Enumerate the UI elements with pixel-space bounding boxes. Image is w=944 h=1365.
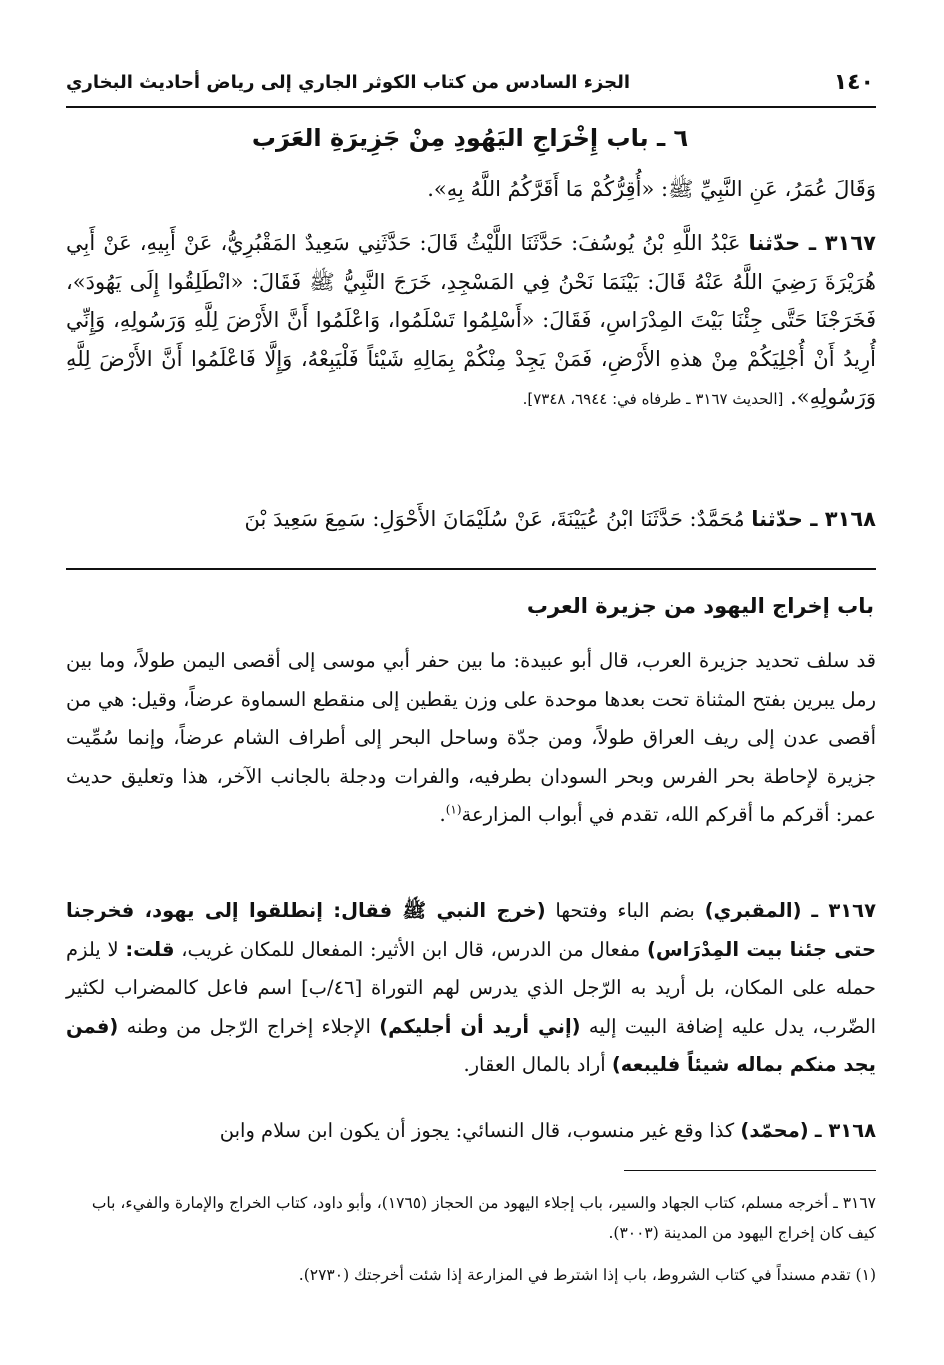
para2-text-3: لا يلزم حمله على المكان، بل أريد به الرّجل الذي يدرس لهم التوراة [٤٦/ب] اسم فاعل كالمضراب لكثير الضّرب، يدل عليه إضافة البيت إليه [66,937,876,1038]
footnote-1: ٣١٦٧ ـ أخرجه مسلم، كتاب الجهاد والسير، باب إجلاء اليهود من الحجاز (١٧٦٥)، وأبو داود، كتاب الخراج والإمارة والفيء، باب كيف كان إخراج اليهود من المدينة (٣٠٠٣). [91,1194,876,1242]
hadith-3167-text: عَبْدُ اللَّهِ بْنُ يُوسُفَ: حَدَّثَنَا اللَّيْثُ قَالَ: حَدَّثَنِي سَعِيدٌ المَقْبُرِيُّ، عَنْ أَبِيهِ، عَنْ أَبِي هُرَيْرَةَ رَضِيَ اللَّهُ عَنْهُ قَالَ: بَيْنَمَا نَحْنُ فِي المَسْجِدِ، خَرَجَ النَّبِيُّ ﷺ فَقَالَ: «انْطَلِقُوا إِلَى يَهُودَ»، فَخَرَجْنَا حَتَّى جِئْنَا بَيْتَ المِدْرَاسِ، فَقَالَ: «أَسْلِمُوا تَسْلَمُوا، وَاعْلَمُوا أَنَّ الأَرْضَ لِلَّهِ وَرَسُولِهِ، وَإِنِّي أُرِيدُ أَنْ أُجْلِيَكُمْ مِنْ هذهِ الأَرْضِ، فَمَنْ يَجِدْ مِنْكُمْ بِمَالِهِ شَيْئاً فَلْيَبِعْهُ، وَإِلَّا فَاعْلَمُوا أَنَّ الأَرْضَ لِلَّهِ وَرَسُولِهِ». [66,231,876,409]
para2-bold-4: (إني أريد أن أجليكم) [379,1014,581,1038]
page-number: ١٤٠ [833,69,874,95]
commentary-para-3 [66,1112,876,1151]
hadith-3167-number: ٣١٦٧ ـ حدّثنا [748,231,876,255]
para3-text-1: كذا وقع غير منسوب، قال النسائي: يجوز أن يكون ابن سلام وابن [219,1119,741,1142]
footnote-rule [624,1170,876,1171]
section-rule [66,568,876,570]
para2-text-4: الإجلاء إخراج الرّجل من وطنه [118,1014,380,1038]
para2-bold-5: (فمن يجد منكم بماله شيئاً فليبعه) [66,1014,876,1076]
hadith-3167-ref: [الحديث ٣١٦٧ ـ طرفاه في: ٦٩٤٤، ٧٣٤٨]. [522,390,784,408]
footnote-marker: (١) [445,802,462,817]
para2-number: ٣١٦٧ ـ [811,899,876,922]
para2-bold-2: (خرج النبي ﷺ فقال: إنطلقوا إلى يهود، فخرجنا حتى جئنا بيت المِدْرَاس) [66,899,876,961]
para2-bold-1: (المقبري) [704,899,802,922]
para3-bold-1: (محمّد) [740,1119,809,1142]
para3-number: ٣١٦٨ ـ [814,1119,876,1142]
hadith-3168-number: ٣١٦٨ ـ حدّثنا [751,507,876,531]
hadith-3168-text: مُحَمَّدٌ: حَدَّثَنَا ابْنُ عُيَيْنَةَ، عَنْ سُلَيْمَانَ الأَحْوَلِ: سَمِعَ سَعِيدَ بْنَ [244,507,745,531]
para1-text: قد سلف تحديد جزيرة العرب، قال أبو عبيدة: ما بين حفر أبي موسى إلى أقصى اليمن طولاً، وما بين رمل يبرين بفتح المثناة تحت بعدها موحدة على وزن يقطين إلى منقطع السماوة عرضاً، وقيل: هي من أقصى عدن إلى ريف العراق طولاً، ومن جدّة وساحل البحر إلى أطراف الشام عرضاً، وإنما سُمِّيت جزيرة لإحاطة بحر الفرس وبحر السودان بطرفيه، والفرات ودجلة بالجانب الآخر، هذا وتعليق حديث عمر: أقركم ما أقركم الله، تقدم في أبواب المزارعة [66,649,876,826]
para2-text-1: بضم الباء وفتحها [545,899,705,922]
running-title: الجزء السادس من كتاب الكوثر الجاري إلى رياض أحاديث البخاري [66,71,630,93]
hadith-3167 [66,224,876,419]
header-rule [66,106,876,108]
commentary-para-1: قد سلف تحديد جزيرة العرب، قال أبو عبيدة: ما بين حفر أبي موسى إلى أقصى اليمن طولاً، وما بين رمل يبرين بفتح المثناة تحت بعدها موحدة على وزن يقطين إلى منقطع السماوة عرضاً، وقيل: هي من أقصى عدن إلى ريف العراق طولاً، ومن جدّة وساحل البحر إلى أطراف الشام عرضاً، وإنما سُمِّيت جزيرة لإحاطة بحر الفرس وبحر السودان بطرفيه، والفرات ودجلة بالجانب الآخر، هذا وتعليق حديث عمر: أقركم ما أقركم الله، تقدم في أبواب المزارعة$^{(١)}$. [66,649,876,826]
para2-text-2: مفعال من الدرس، قال ابن الأثير: المفعال للمكان غريب، [174,937,647,961]
commentary-para-2 [66,892,876,1085]
running-header [66,60,874,104]
para2-text-5: أراد بالمال العقار. [463,1053,612,1076]
footnote-2: (١) تقدم مسنداً في كتاب الشروط، باب إذا اشترط في المزارعة إذا شئت أخرجتك (٢٧٣٠). [298,1266,876,1284]
chapter-title: ٦ ـ باب إِخْرَاجِ اليَهُودِ مِنْ جَزِيرَةِ العَرَب [251,124,689,152]
hadith-3168 [66,500,876,539]
para2-bold-3: قلت: [125,937,175,961]
intro-line: وَقَالَ عُمَرُ، عَنِ النَّبِيِّ ﷺ: «أُقِرُّكُمْ مَا أَقَرَّكُمُ اللَّهُ بِهِ». [427,177,876,201]
commentary-title: باب إخراج اليهود من جزيرة العرب [526,594,874,618]
